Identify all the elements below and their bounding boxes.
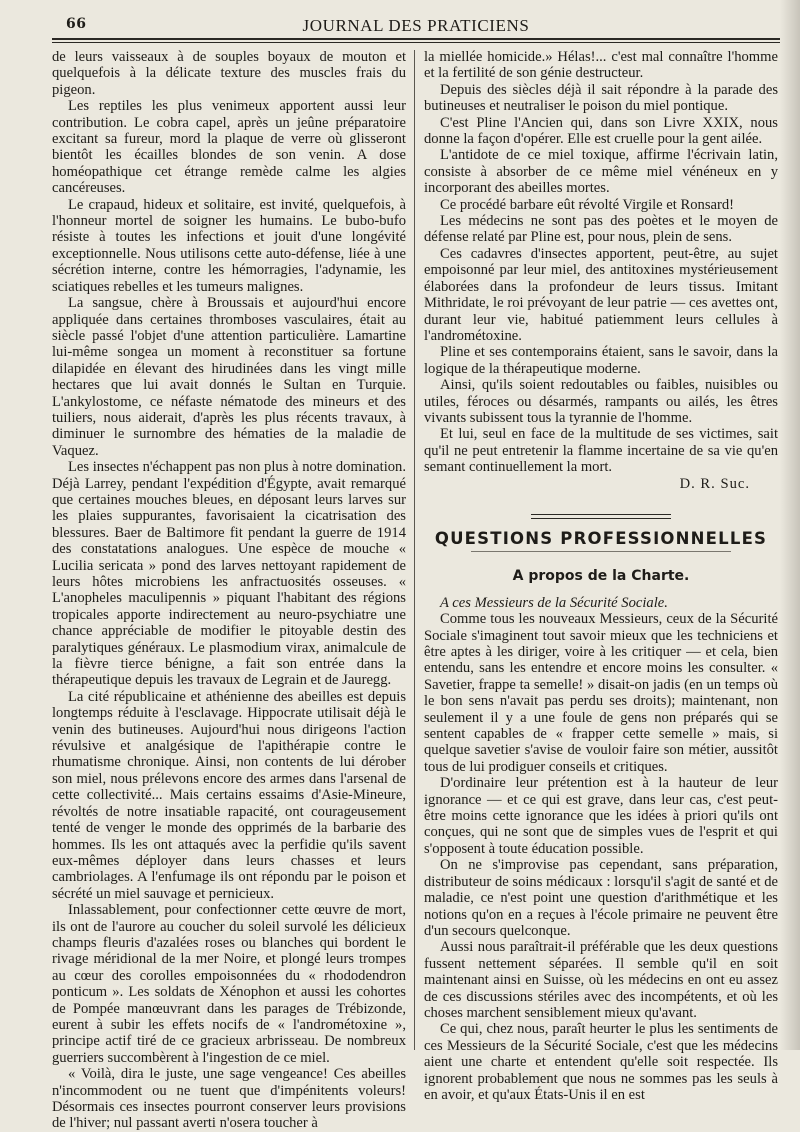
header-rule-thin bbox=[52, 42, 780, 43]
header-rule bbox=[52, 38, 780, 40]
right-column bbox=[424, 49, 778, 1103]
separator-line bbox=[531, 514, 671, 515]
section-separator bbox=[531, 514, 671, 519]
paragraph: L'antidote de ce miel toxique, affirme l'écrivain latin, consiste à absorber de ce même miel vénéneux en y incorporant des abeilles mortes. bbox=[424, 147, 778, 197]
paragraph: Les médecins ne sont pas des poètes et le moyen de défense relaté par Pline est, pour nous, plein de sens. bbox=[424, 213, 778, 246]
journal-title: JOURNAL DES PRATICIENS bbox=[302, 16, 530, 35]
paragraph: Ces cadavres d'insectes apportent, peut-être, au sujet empoisonné par leur miel, des antitoxines mystérieusement élaborées dans la profondeur de leurs tissus. Imitant Mithridate, le roi prévoyant de leur patrie — ces avettes ont, durant leur vie, habitué patiemment leurs cellules à l'andrométoxine. bbox=[424, 245, 778, 344]
paragraph: D'ordinaire leur prétention est à la hauteur de leur ignorance — et ce qui est grave, dans leur cas, c'est peut-être moins cette ignorance que les idées à priori qu'ils ont conçues, qui ne sont que de simples vues de l'esprit et qui s'opposent à toute éducation possible. bbox=[424, 775, 778, 857]
paragraph: Inlassablement, pour confectionner cette œuvre de mort, ils ont de l'aurore au coucher du soleil survolé les délicieux champs fleuris d'azalées roses ou blanches qui bordent le rivage méridional de la mer Noire, et plongé leurs trompes au cœur des corolles empoisonnées du « rhododendron ponticum ». Les soldats de Xénophon et aussi les cohortes de Pompée manœuvrant dans les parages de Trébizonde, eurent à subir les effets nocifs de « l'andrométoxine », principe actif tiré de ce gracieux arbrisseau. De nombreux guerriers succombèrent à l'ingestion de ce miel. bbox=[52, 902, 406, 1066]
article-title: A propos de la Charte. bbox=[512, 568, 690, 585]
paragraph: Ainsi, qu'ils soient redoutables ou faibles, nuisibles ou utiles, féroces ou désarmés, rampants ou ailés, les êtres vivants subissent tous la tyrannie de l'homme. bbox=[424, 377, 778, 426]
paragraph: Aussi nous paraîtrait-il préférable que les deux questions fussent nettement séparées. Il semble qu'il en soit maintenant ainsi en Suisse, où les médecins en ont eu assez de ces discussions stériles avec des incompétents, et où les choses marchent sensiblement mieux qu'avant. bbox=[424, 939, 778, 1021]
page-edge-shadow bbox=[780, 0, 800, 1050]
paragraph: La sangsue, chère à Broussais et aujourd'hui encore appliquée dans certaines thromboses vasculaires, était au siècle passé l'objet d'une attention particulière. Lamartine lui-même songea un moment à reconstituer sa fortune dilapidée en élevant des hirudinées dans les vingt mille hectares que lui avait donnés le Sultan en Turquie. L'ankylostome, ce néfaste nématode des mineurs et des tuiliers, nous aiderait, d'après les plus récents travaux, à diminuer le surnombre des hématies de la maladie de Vaquez. bbox=[52, 295, 406, 459]
paragraph: Et lui, seul en face de la multitude de ses victimes, sait qu'il ne peut entretenir la flamme incertaine de sa vie qu'en semant continuellement la mort. bbox=[424, 426, 778, 476]
separator-line bbox=[531, 518, 671, 519]
left-column bbox=[52, 49, 406, 1132]
section-title: QUESTIONS PROFESSIONNELLES bbox=[434, 528, 768, 548]
page-number: 66 bbox=[66, 16, 87, 32]
article-addressee: A ces Messieurs de la Sécurité Sociale. bbox=[440, 594, 668, 611]
paragraph: Ce procédé barbare eût révolté Virgile et Ronsard! bbox=[440, 196, 734, 213]
column-divider bbox=[414, 50, 415, 1050]
paragraph: Pline et ses contemporains étaient, sans le savoir, dans la logique de la thérapeutique moderne. bbox=[424, 344, 778, 377]
paragraph: de leurs vaisseaux à de souples boyaux de mouton et quelquefois à la délicate texture des muscles frais du pigeon. bbox=[52, 49, 406, 98]
paragraph: Depuis des siècles déjà il sait répondre à la parade des butineuses et neutraliser le poison du miel pontique. bbox=[424, 81, 778, 115]
paragraph: On ne s'improvise pas cependant, sans préparation, distributeur de soins médicaux : lorsqu'il s'agit de santé et de maladie, ce n'est point une question d'arithmétique et les notions qu'on en a reçues à l'école primaire ne peuvent être d'un secours quelconque. bbox=[424, 857, 778, 939]
paragraph: C'est Pline l'Ancien qui, dans son Livre XXIX, nous donne la façon d'opérer. Elle est cruelle pour la gent ailée. bbox=[424, 114, 778, 148]
paragraph: La cité républicaine et athénienne des abeilles est depuis longtemps réduite à l'esclavage. Hippocrate utilisait déjà le venin des butineuses. Aujourd'hui nous dirigeons l'action révulsive et analgésique de l'apithérapie contre le rhumatisme chronique. Ainsi, non contents de lui dérober son miel, nous prélevons encore des armes dans l'arsenal de cette collectivité... Mais certains essaims d'Asie-Mineure, révoltés de notre insatiable rapacité, ont courageusement tenté de venger le monde des opprimés de la barbarie des hommes. Ils les ont attaqués avec la perfidie qu'ils savent eux-mêmes déployer dans leurs chasses et leurs cambriolages. A l'enfumage ils ont répondu par le poison et sécrété un miel sauvage et pernicieux. bbox=[52, 688, 406, 902]
paragraph: Ce qui, chez nous, paraît heurter le plus les sentiments de ces Messieurs de la Sécurité Sociale, c'est que les médecins aient une charte et entendent qu'elle soit respectée. Ils ignorent probablement que nous ne sommes pas les seuls à en avoir, et qu'aux États-Unis il en est bbox=[424, 1021, 778, 1103]
paragraph: Les reptiles les plus venimeux apportent aussi leur contribution. Le cobra capel, après un jeûne préparatoire excitant sa fureur, mord la plaque de verre où glisseront bientôt les écailles blondes de son venin. A dose homéopathique cet étrange remède calme les algies cancéreuses. bbox=[52, 98, 406, 197]
article-signature: D. R. Suc. bbox=[679, 475, 750, 492]
paragraph: « Voilà, dira le juste, une sage vengeance! Ces abeilles n'incommodent ou ne tuent que d'impénitents voleurs! Désormais ces insectes pourront conserver leurs provisions de l'hiver; nul passant averti n'osera toucher à bbox=[52, 1066, 406, 1132]
paragraph: Les insectes n'échappent pas non plus à notre domination. Déjà Larrey, pendant l'expédition d'Égypte, avait remarqué que certaines mouches bleues, en déposant leurs larves sur les plaies suppurantes, favorisaient la cicatrisation des blessures. Baer de Baltimore fit pendant la guerre de 1914 des constatations analogues. Une espèce de mouche « Lucilia sericata » pond des larves nettoyant rapidement de leurs hôtes microbiens les anfractuosités osseuses. « L'anopheles maculipennis » piquant l'habitant des régions tropicales apporte indirectement au neuro-psychiatre une chance appréciable de modifier le pitoyable destin des paralytiques généraux. Le plasmodium virax, animalcule de la fièvre tierce bénigne, a fait son entrée dans la thérapeutique depuis les travaux de Legrain et de Jauregg. bbox=[52, 459, 406, 689]
section-title-rule bbox=[471, 551, 731, 552]
paragraph: Comme tous les nouveaux Messieurs, ceux de la Sécurité Sociale s'imaginent tout savoir mieux que les techniciens et être aptes à les diriger, voire à les critiquer — et cela, bien entendu, sans les entendre et encore moins les consulter. « Savetier, frappe ta semelle! » disait-on jadis (en un temps où le bon sens n'avait pas perdu ses droits); maintenant, non seulement il y a une foule de gens non préparés qui se sentent capables de « frapper cette semelle » mais, si quelque savetier s'avise de vouloir faire son métier, aussitôt tous de lui prodiguer conseils et critiques. bbox=[424, 611, 778, 775]
paragraph: la miellée homicide.» Hélas!... c'est mal connaître l'homme et la fertilité de son génie destructeur. bbox=[424, 49, 778, 82]
paragraph: Le crapaud, hideux et solitaire, est invité, quelquefois, à l'honneur mortel de soigner les humains. Le bubo-bufo résiste à toutes les infections et jouit d'une longévité exceptionnelle. Nous utilisons cette auto-défense, liée à une sécrétion interne, contre les hémorragies, l'adynamie, les sciatiques rebelles et les tumeurs malignes. bbox=[52, 196, 406, 295]
running-header bbox=[52, 14, 780, 38]
